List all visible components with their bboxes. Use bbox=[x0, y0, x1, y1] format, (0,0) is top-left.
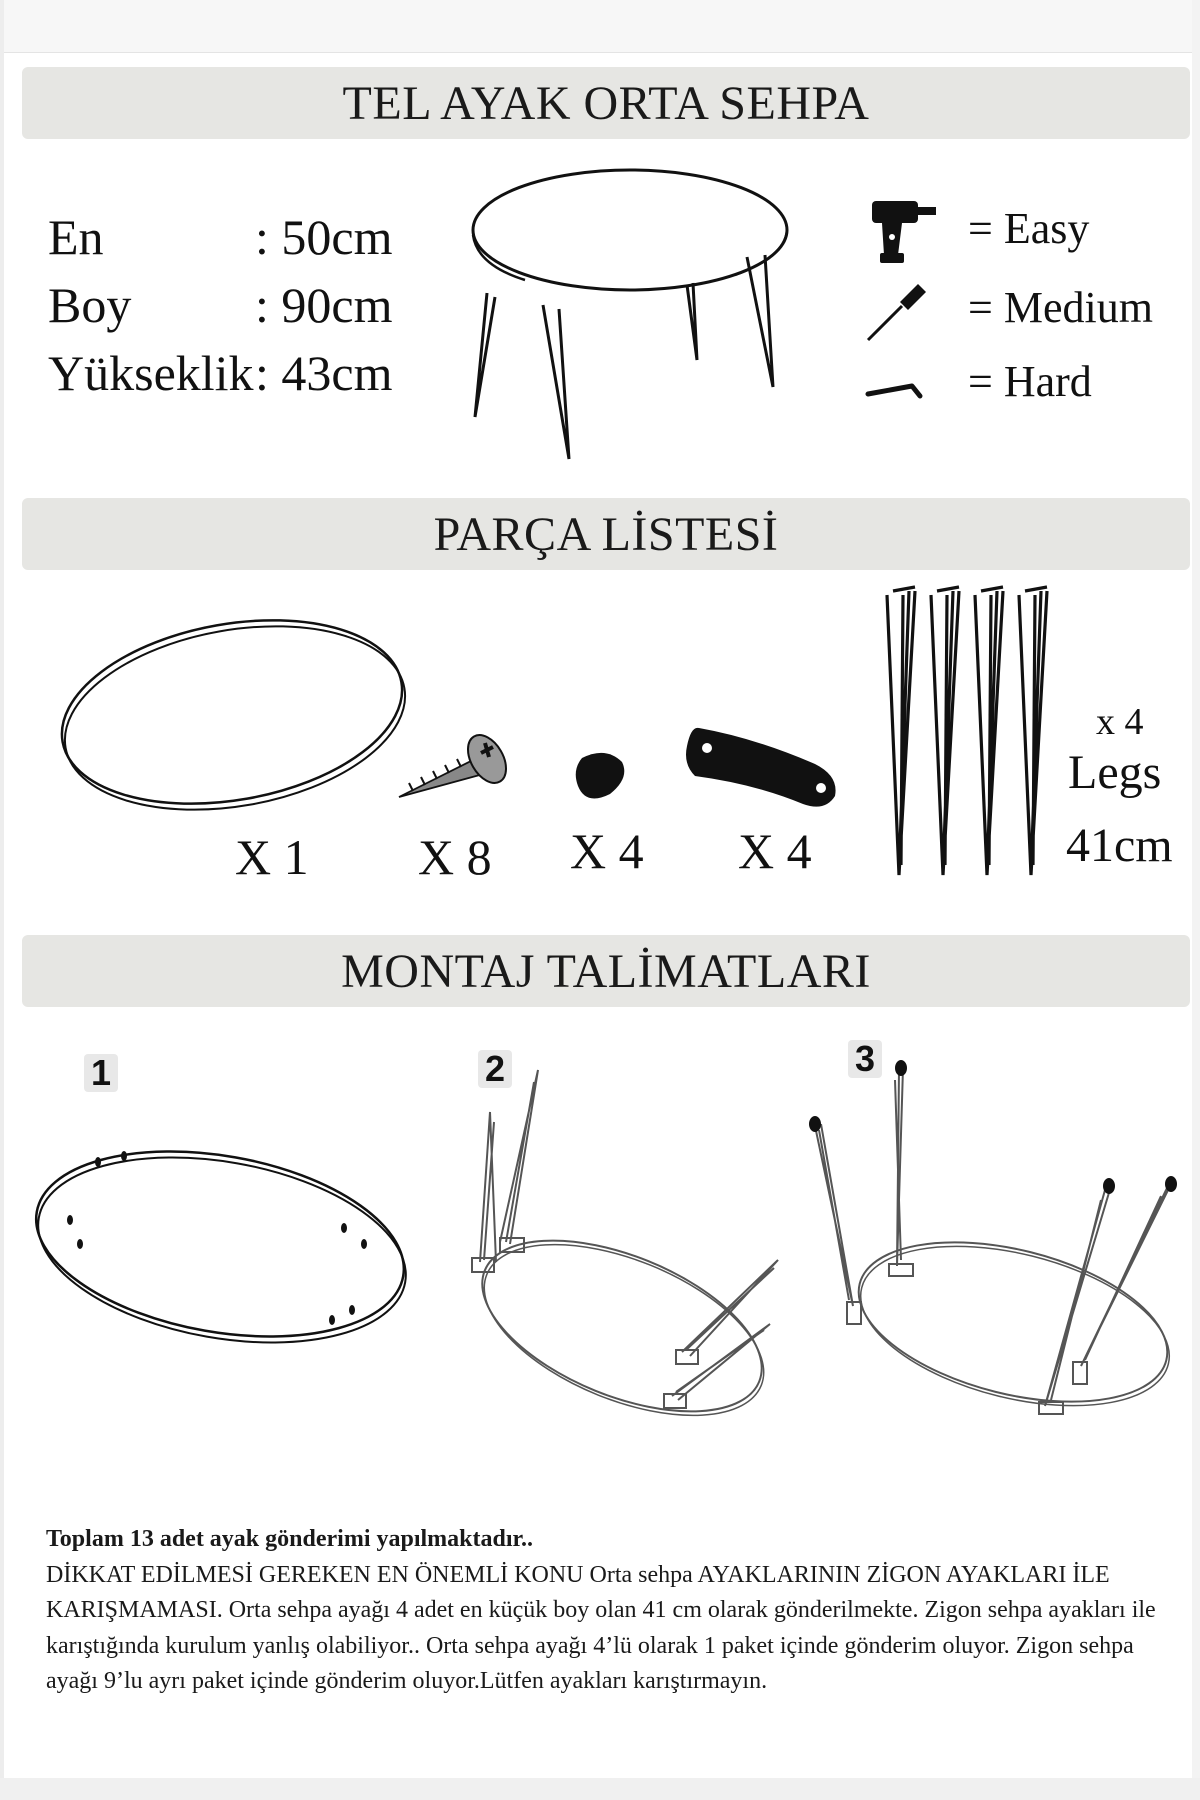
mounting-bracket-icon bbox=[685, 722, 845, 814]
assembly-notes bbox=[46, 1522, 1176, 1700]
part-quantity-screw: X 8 bbox=[418, 829, 492, 885]
part-quantity-leg-cap: X 4 bbox=[570, 823, 644, 879]
step-number-2: 2 bbox=[478, 1050, 512, 1088]
left-edge bbox=[0, 0, 4, 1800]
oval-tabletop-icon bbox=[55, 610, 415, 820]
spec-label: Yükseklik bbox=[48, 345, 254, 401]
right-edge bbox=[1192, 0, 1200, 1800]
legs-label: Legs bbox=[1068, 746, 1162, 799]
legs-length: 41cm bbox=[1066, 819, 1173, 872]
allen-key-icon bbox=[864, 378, 926, 404]
assembly-instructions-title: MONTAJ TALİMATLARI bbox=[341, 944, 871, 998]
step-number-1: 1 bbox=[84, 1054, 118, 1092]
spec-label: En bbox=[48, 209, 104, 265]
legend-easy: = Easy bbox=[968, 204, 1090, 253]
screwdriver-icon bbox=[862, 280, 932, 346]
spec-value: : 50cm bbox=[255, 209, 393, 265]
notes-body: DİKKAT EDİLMESİ GEREKEN EN ÖNEMLİ KONU Orta sehpa AYAKLARININ ZİGON AYAKLARI İLE KARIŞMAMASI. Orta sehpa ayağı 4 adet en küçük boy olan 41 cm olarak gönderilmekte. Zigon sehpa ayakları ile karıştığında kurulum yanlış olabiliyor.. Orta sehpa ayağı 4’lü olarak 1 paket içinde gönderim oluyor. Zigon sehpa ayağı 9’lu ayrı paket içinde gönderim oluyor.Lütfen ayakları karıştırmayın. bbox=[46, 1561, 1156, 1694]
bottom-strip bbox=[0, 1778, 1200, 1800]
top-strip bbox=[0, 0, 1200, 53]
legend-medium: = Medium bbox=[968, 283, 1153, 332]
product-title-banner bbox=[22, 67, 1190, 139]
part-quantity-tabletop: X 1 bbox=[235, 829, 309, 885]
legs-quantity: x 4 bbox=[1096, 701, 1144, 743]
drill-icon bbox=[868, 195, 940, 267]
product-title: TEL AYAK ORTA SEHPA bbox=[342, 76, 870, 130]
step-number-3: 3 bbox=[848, 1040, 882, 1078]
coffee-table-illustration bbox=[465, 165, 795, 465]
step-1-illustration bbox=[32, 1140, 412, 1360]
screw-icon bbox=[395, 725, 511, 807]
step-3-illustration bbox=[805, 1060, 1185, 1460]
assembly-instructions-banner bbox=[22, 935, 1190, 1007]
spec-value: : 43cm bbox=[255, 345, 393, 401]
hairpin-legs-icon bbox=[885, 585, 1065, 885]
spec-value: : 90cm bbox=[255, 277, 393, 333]
step-2-illustration bbox=[450, 1062, 790, 1442]
parts-list-title: PARÇA LİSTESİ bbox=[433, 507, 779, 561]
leg-cap-icon bbox=[572, 748, 632, 804]
spec-label: Boy bbox=[48, 277, 132, 333]
parts-list-banner bbox=[22, 498, 1190, 570]
legend-hard: = Hard bbox=[968, 357, 1092, 406]
part-quantity-bracket: X 4 bbox=[738, 823, 812, 879]
notes-lead: Toplam 13 adet ayak gönderimi yapılmaktadır.. bbox=[46, 1526, 533, 1552]
